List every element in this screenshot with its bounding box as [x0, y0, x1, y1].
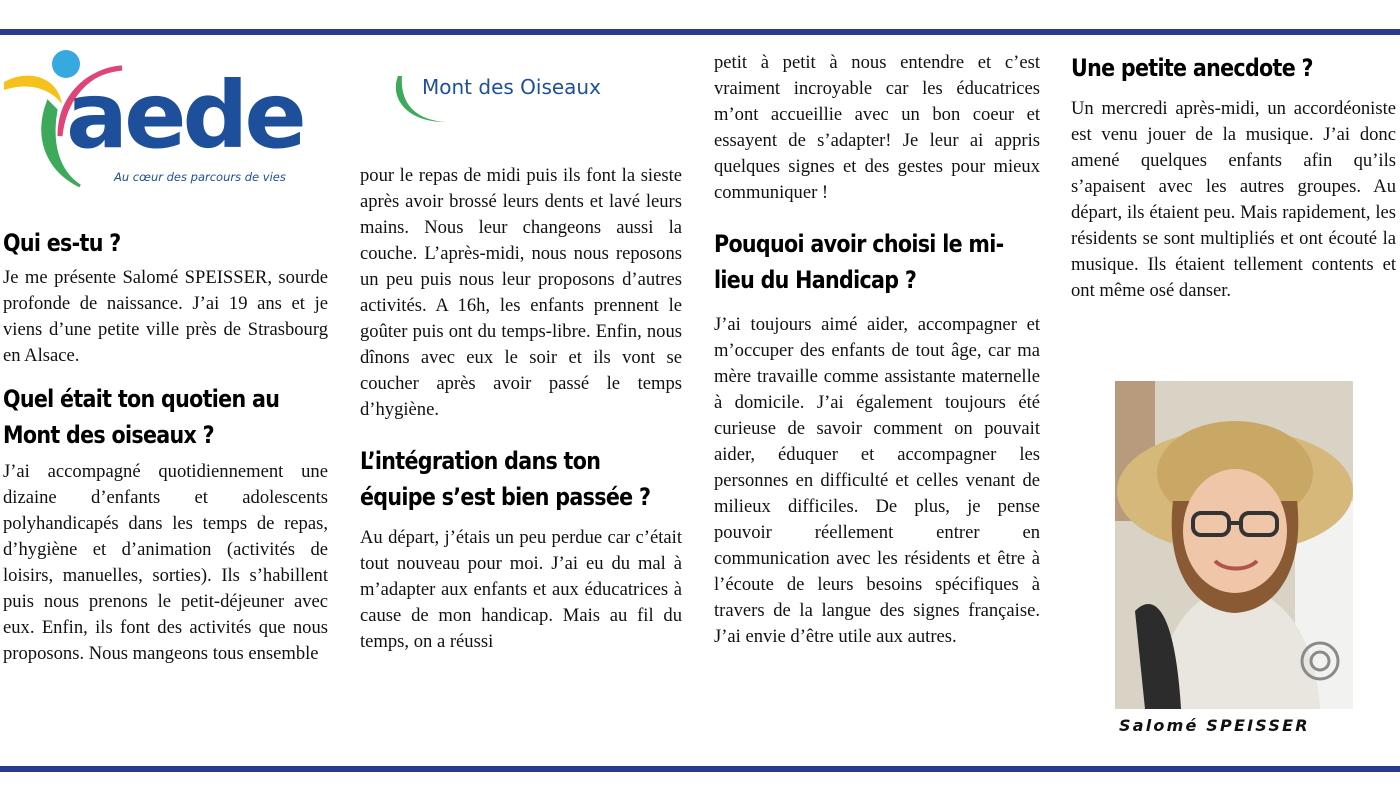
heading-pourquoi-l2: lieu du Handicap ? — [714, 266, 917, 294]
column-2 — [360, 163, 682, 655]
aede-tagline: Au cœur des parcours de vies — [114, 170, 286, 184]
heading-anecdote: Une petite anecdote ? — [1071, 54, 1313, 82]
paragraph-anecdote: Un mercredi après-midi, un accordéoniste est venu jouer de la musique. J’ai donc amené quelques enfants afin qu’ils s’apaisent avec les autres groupes. Au départ, ils étaient peu. Mais rapidement, les résidents se sont multipliés et ont écouté la musique. Ils étaient tellement contents et ont même osé danser. — [1071, 98, 1396, 301]
paragraph-integration-suite: petit à petit à nous entendre et c’est vraiment incroyable car les éducatrices m’ont accueillie avec un bon coeur et essayent de s’adapter! Je leur ai appris quelques signes et des gestes pour mieux communiquer ! — [714, 52, 1040, 203]
portrait-photo — [1115, 381, 1353, 709]
paragraph-quotidien: J’ai accompagné quotidiennement une dizaine d’enfants et adolescents polyhandicapés dans les temps de repas, d’hygiène et d’animation (activités de loisirs, manuelles, sorties). Ils s’habillent puis nous prenons le petit-déjeuner avec eux. Enfin, ils font des activités que nous proposons. Nous mangeons tous ensemble — [3, 461, 328, 664]
portrait-illustration-icon — [1115, 381, 1353, 709]
heading-qui-es-tu: Qui es-tu ? — [3, 229, 121, 257]
paragraph-integration: Au départ, j’étais un peu perdue car c’était tout nouveau pour moi. J’ai eu du mal à m’adapter aux enfants et aux éducatrices à cause de mon handicap. Mais au fil du temps, on a réussi — [360, 527, 682, 652]
heading-quotidien-l2: Mont des oiseaux ? — [3, 421, 214, 449]
aede-wordmark: aede — [66, 62, 303, 169]
mont-des-oiseaux-label: Mont des Oiseaux — [422, 75, 601, 99]
column-4 — [1071, 50, 1396, 304]
heading-integration-l1: L’intégration dans ton — [360, 447, 601, 475]
paragraph-pourquoi: J’ai toujours aimé aider, accompagner et m’occuper des enfants de tout âge, car ma mère travaille comme assistante maternelle à domicile. J’ai également toujours été curieuse de savoir comment on pouvait aider, éduquer et accompagner les personnes en difficulté et celles venant de milieux difficiles. De plus, je pense pouvoir réellement entrer en communication avec les résidents et être à l’écoute de leurs besoins spécifiques à travers de la langue des signes française. J’ai envie d’être utile aux autres. — [714, 314, 1040, 647]
bottom-rule — [0, 766, 1400, 772]
photo-caption: Salomé SPEISSER — [1119, 716, 1310, 735]
paragraph-presentation: Je me présente Salomé SPEISSER, sourde profonde de naissance. J’ai 19 ans et je viens d’une petite ville près de Strasbourg en Alsace. — [3, 267, 328, 366]
column-3 — [714, 50, 1040, 650]
aede-logo — [0, 44, 320, 194]
column-1 — [3, 225, 328, 667]
heading-quotidien-l1: Quel était ton quotien au — [3, 385, 280, 413]
mont-des-oiseaux-logo — [388, 70, 658, 130]
heading-integration-l2: équipe s’est bien passée ? — [360, 483, 651, 511]
heading-pourquoi-l1: Pouquoi avoir choisi le mi- — [714, 230, 1004, 258]
paragraph-quotidien-suite: pour le repas de midi puis ils font la sieste après avoir brossé leurs dents et lavé leurs mains. Nous leur changeons aussi la couche. L’après-midi, nous nous reposons un peu puis nous leur proposons d’autres activités. A 16h, les enfants prennent le goûter puis ont du temps-libre. Enfin, nous dînons avec eux le soir et ils vont se coucher après avoir passé le temps d’hygiène. — [360, 165, 682, 420]
top-rule — [0, 29, 1400, 35]
